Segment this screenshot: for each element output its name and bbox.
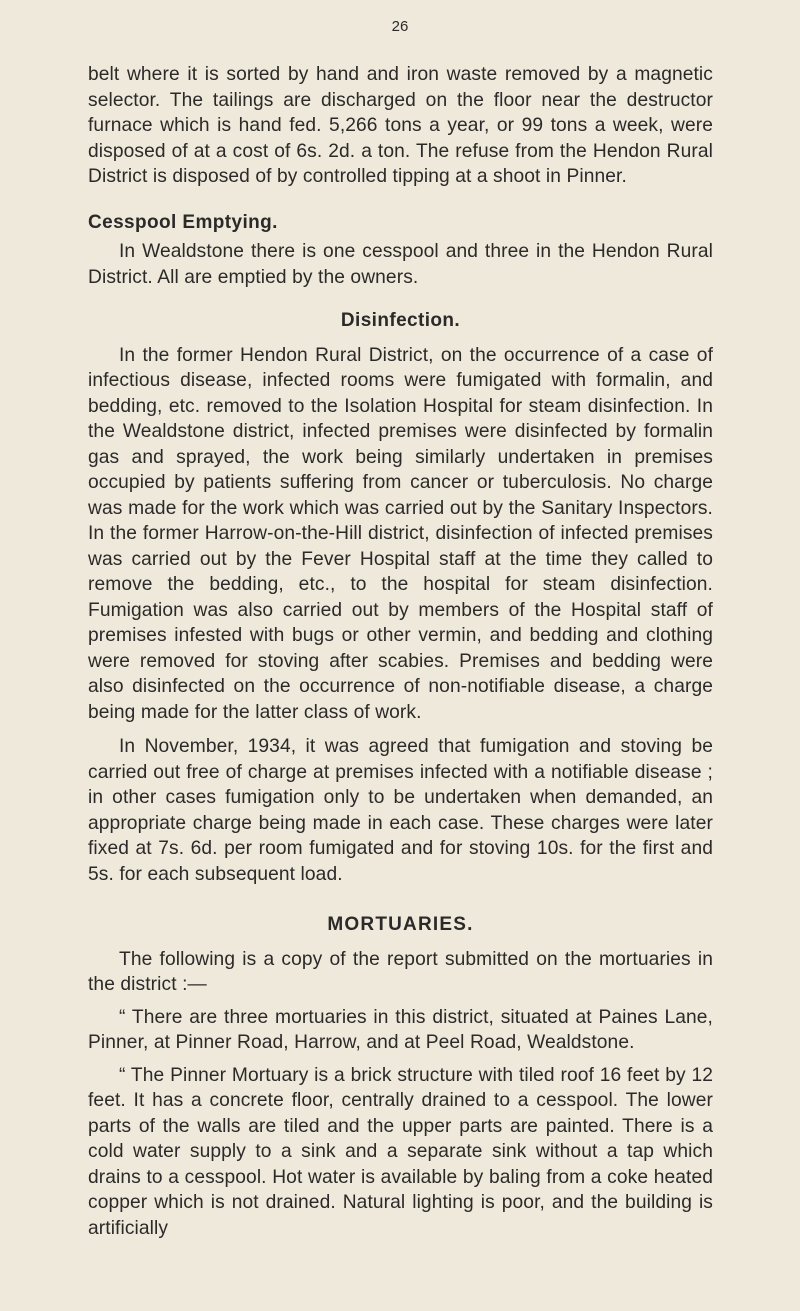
paragraph-mortuaries-intro: The following is a copy of the report submitted on the mortuaries in the district :—	[88, 948, 713, 995]
paragraph-mortuaries-locations: “ There are three mortuaries in this district, situated at Paines Lane, Pinner, at Pinner Road, Harrow, and at Peel Road, Wealdstone.	[88, 1006, 713, 1053]
page-number: 26	[391, 18, 409, 35]
paragraph-fumigation-charges: In November, 1934, it was agreed that fumigation and stoving be carried out free of charge at premises infected with a notifiable disease ; in other cases fumigation only to be undertaken when demanded, an appropriate charge being made in each case. These charges were later fixed at 7s. 6d. per room fumigated and for stoving 10s. for the first and 5s. for each subsequent load.	[88, 736, 713, 885]
heading-cesspool-emptying: Cesspool Emptying.	[88, 211, 278, 233]
paragraph-pinner-mortuary: “ The Pinner Mortuary is a brick structure with tiled roof 16 feet by 12 feet. It has a concrete floor, centrally drained to a cesspool. The lower parts of the walls are tiled and the upper parts are painted. There is a cold water supply to a sink and a separate sink without a tap which drains to a cesspool. Hot water is available by baling from a coke heated copper which is not drained. Natural lighting is poor, and the building is artificially	[88, 1064, 713, 1239]
heading-mortuaries: MORTUARIES.	[327, 914, 474, 935]
body-text	[88, 62, 713, 1241]
paragraph-refuse-disposal: belt where it is sorted by hand and iron waste removed by a magnetic selector. The tailings are discharged on the floor near the destructor furnace which is hand fed. 5,266 tons a year, or 99 tons a week, were disposed of at a cost of 6s. 2d. a ton. The refuse from the Hendon Rural District is disposed of by controlled tipping at a shoot in Pinner.	[88, 64, 713, 187]
paragraph-cesspool: In Wealdstone there is one cesspool and three in the Hendon Rural District. All are emptied by the owners.	[88, 241, 713, 288]
paragraph-disinfection: In the former Hendon Rural District, on the occurrence of a case of infectious disease, infected rooms were fumigated with formalin, and bedding, etc. removed to the Isolation Hospital for steam disinfection. In the Wealdstone district, infected premises were disinfected by formalin gas and sprayed, the work being similarly undertaken in premises occupied by patients suffering from cancer or tuberculosis. No charge was made for the work which was carried out by the Sanitary Inspectors. In the former Harrow-on-the-Hill district, disinfection of infected premises was carried out by the Fever Hospital staff at the time they called to remove the bedding, etc., to the hospital for steam disinfection. Fumigation was also carried out by members of the Hospital staff of premises infested with bugs or other vermin, and bedding and clothing were removed for stoving after scabies. Premises and bedding were also disinfected on the occurrence of non-notifiable disease, a charge being made for the latter class of work.	[88, 344, 713, 723]
heading-disinfection: Disinfection.	[340, 310, 461, 331]
